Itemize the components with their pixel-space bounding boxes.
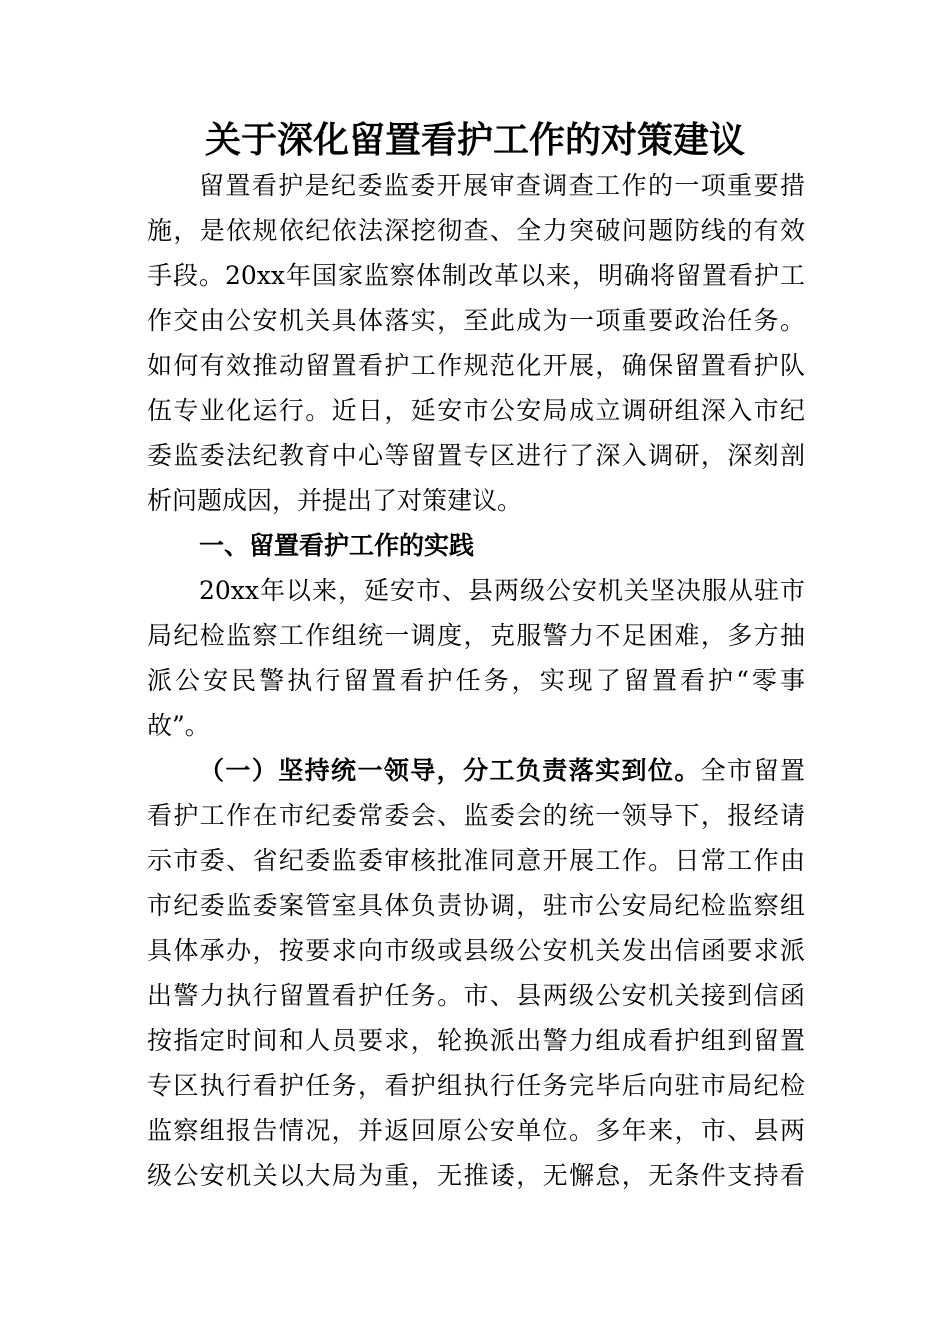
paragraph-line bbox=[147, 1018, 805, 1063]
line-text: 按指定时间和人员要求，轮换派出警力组成看护组到留置 bbox=[147, 1026, 805, 1055]
paragraph-line bbox=[147, 1108, 805, 1153]
section-heading bbox=[147, 523, 805, 568]
paragraph-line bbox=[147, 478, 805, 523]
paragraph-line bbox=[147, 793, 805, 838]
line-text: 故”。 bbox=[147, 711, 210, 740]
paragraph-line bbox=[147, 568, 805, 613]
line-text: 专区执行看护任务，看护组执行任务完毕后向驻市局纪检 bbox=[147, 1071, 805, 1100]
document-body bbox=[147, 163, 805, 1198]
line-text: 委监委法纪教育中心等留置专区进行了深入调研，深刻剖 bbox=[147, 441, 805, 470]
line-text: 施，是依规依纪依法深挖彻查、全力突破问题防线的有效 bbox=[147, 216, 805, 245]
paragraph-line bbox=[147, 928, 805, 973]
paragraph-line bbox=[147, 613, 805, 658]
line-text: 作交由公安机关具体落实，至此成为一项重要政治任务。 bbox=[147, 306, 805, 335]
paragraph-line bbox=[147, 343, 805, 388]
paragraph-line bbox=[147, 388, 805, 433]
line-text: 全市留置 bbox=[700, 756, 805, 785]
paragraph-line bbox=[147, 1063, 805, 1108]
line-text: 出警力执行留置看护任务。市、县两级公安机关接到信函 bbox=[147, 981, 805, 1010]
paragraph-line bbox=[147, 973, 805, 1018]
paragraph-line bbox=[147, 1153, 805, 1198]
paragraph-line bbox=[147, 208, 805, 253]
paragraph-line bbox=[147, 883, 805, 928]
paragraph-line bbox=[147, 253, 805, 298]
line-text: 留置看护是纪委监委开展审查调查工作的一项重要措 bbox=[199, 171, 805, 200]
paragraph-line bbox=[147, 703, 805, 748]
line-text: 伍专业化运行。近日，延安市公安局成立调研组深入市纪 bbox=[147, 396, 805, 425]
subsection-heading: （一）坚持统一领导，分工负责落实到位。 bbox=[199, 756, 701, 785]
paragraph-line bbox=[147, 163, 805, 208]
line-text: 析问题成因，并提出了对策建议。 bbox=[147, 486, 523, 515]
line-text: 级公安机关以大局为重，无推诿，无懈怠，无条件支持看 bbox=[147, 1161, 805, 1190]
paragraph-line bbox=[147, 433, 805, 478]
document-title: 关于深化留置看护工作的对策建议 bbox=[204, 119, 745, 161]
line-text: 具体承办，按要求向市级或县级公安机关发出信函要求派 bbox=[147, 936, 805, 965]
paragraph-line bbox=[147, 838, 805, 883]
line-text: 20xx年以来，延安市、县两级公安机关坚决服从驻市 bbox=[199, 576, 805, 605]
paragraph-line bbox=[147, 748, 805, 793]
line-text: 手段。20xx年国家监察体制改革以来，明确将留置看护工 bbox=[147, 261, 805, 290]
line-text: 市纪委监委案管室具体负责协调，驻市公安局纪检监察组 bbox=[147, 891, 805, 920]
line-text: 看护工作在市纪委常委会、监委会的统一领导下，报经请 bbox=[147, 801, 805, 830]
line-text: 如何有效推动留置看护工作规范化开展，确保留置看护队 bbox=[147, 351, 805, 380]
paragraph-line bbox=[147, 658, 805, 703]
line-text: 派公安民警执行留置看护任务，实现了留置看护“零事 bbox=[147, 666, 805, 695]
line-text: 监察组报告情况，并返回原公安单位。多年来，市、县两 bbox=[147, 1116, 805, 1145]
line-text: 局纪检监察工作组统一调度，克服警力不足困难，多方抽 bbox=[147, 621, 805, 650]
line-text: 示市委、省纪委监委审核批准同意开展工作。日常工作由 bbox=[147, 846, 805, 875]
line-text: 一、留置看护工作的实践 bbox=[199, 531, 475, 560]
paragraph-line bbox=[147, 298, 805, 343]
